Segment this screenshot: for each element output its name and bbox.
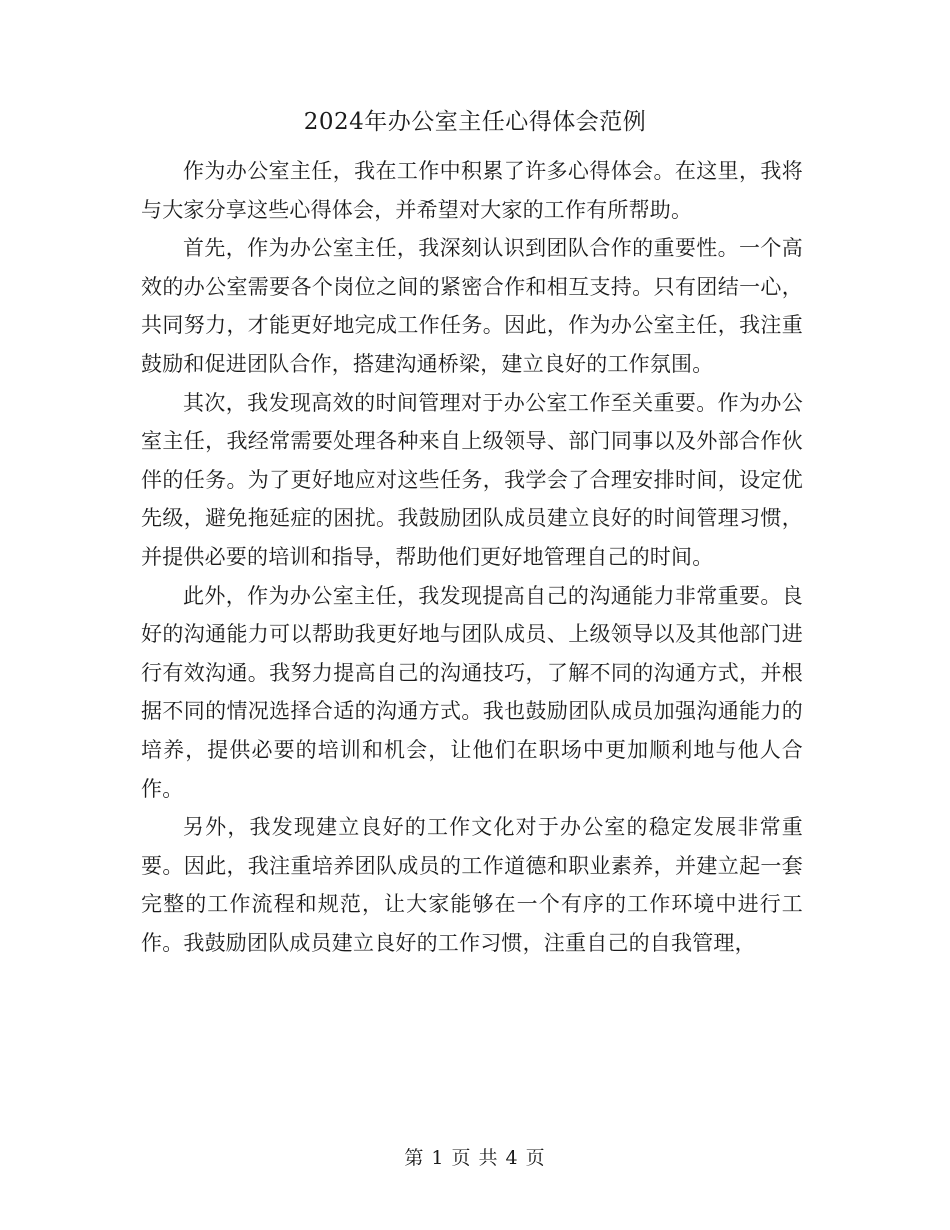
paragraph-teamwork: 首先，作为办公室主任，我深刻认识到团队合作的重要性。一个高效的办公室需要各个岗位之间的紧密合作和相互支持。只有团结一心，共同努力，才能更好地完成工作任务。因此，作为办公室主任，我注重鼓励和促进团队合作，搭建沟通桥梁，建立良好的工作氛围。 [141,236,803,376]
paragraph-work-culture: 另外，我发现建立良好的工作文化对于办公室的稳定发展非常重要。因此，我注重培养团队成员的工作道德和职业素养，并建立起一套完整的工作流程和规范，让大家能够在一个有序的工作环境中进行工作。我鼓励团队成员建立良好的工作习惯，注重自己的自我管理， [141,815,803,955]
paragraph-intro: 作为办公室主任，我在工作中积累了许多心得体会。在这里，我将与大家分享这些心得体会，并希望对大家的工作有所帮助。 [141,159,803,222]
document-title: 2024年办公室主任心得体会范例 [303,109,647,135]
paragraph-communication: 此外，作为办公室主任，我发现提高自己的沟通能力非常重要。良好的沟通能力可以帮助我更好地与团队成员、上级领导以及其他部门进行有效沟通。我努力提高自己的沟通技巧，了解不同的沟通方式，并根据不同的情况选择合适的沟通方式。我也鼓励团队成员加强沟通能力的培养，提供必要的培训和机会，让他们在职场中更加顺利地与他人合作。 [141,583,803,801]
page-number-footer: 第 1 页 共 4 页 [404,1147,546,1169]
paragraph-time-management: 其次，我发现高效的时间管理对于办公室工作至关重要。作为办公室主任，我经常需要处理各种来自上级领导、部门同事以及外部合作伙伴的任务。为了更好地应对这些任务，我学会了合理安排时间，设定优先级，避免拖延症的困扰。我鼓励团队成员建立良好的时间管理习惯，并提供必要的培训和指导，帮助他们更好地管理自己的时间。 [141,390,803,569]
document-body [141,152,803,962]
